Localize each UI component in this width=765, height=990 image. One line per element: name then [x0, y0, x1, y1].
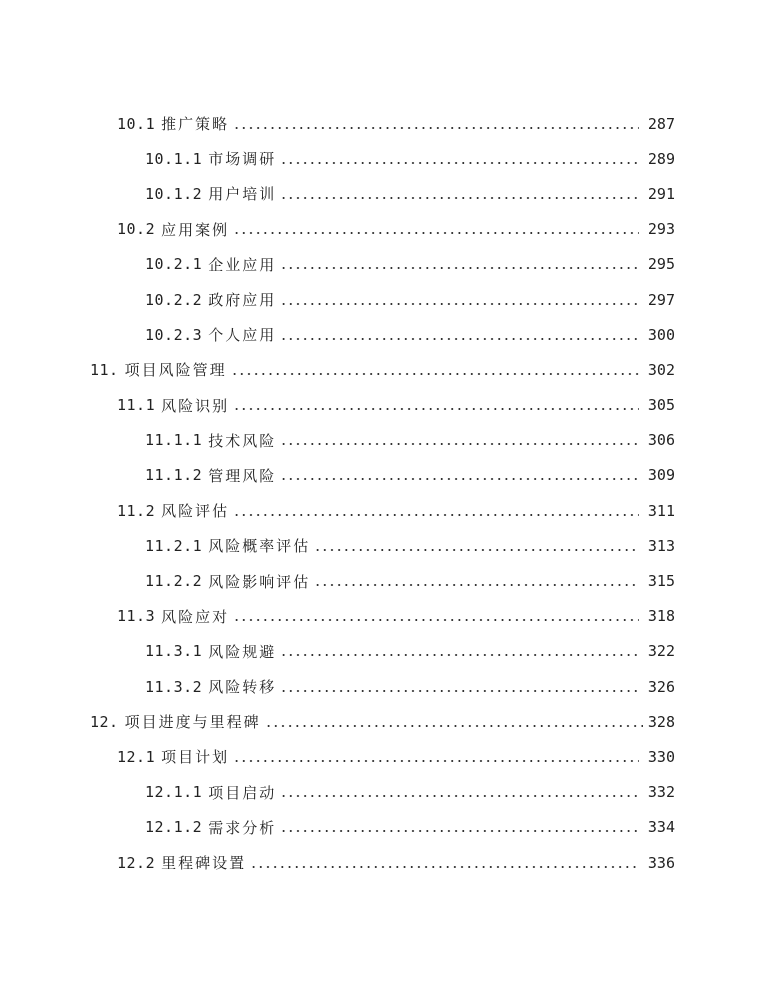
- toc-dot-leader: [280, 690, 639, 692]
- toc-entry-title: 风险规避: [208, 642, 277, 661]
- toc-entry-title: 项目风险管理: [124, 361, 227, 380]
- toc-dot-leader: [280, 267, 639, 269]
- toc-entry-page-number: 326: [647, 677, 675, 696]
- toc-dot-leader: [233, 619, 639, 621]
- toc-entry-page-number: 293: [647, 220, 675, 239]
- toc-entry[interactable]: [0, 599, 765, 634]
- toc-entry-title: 政府应用: [208, 291, 277, 310]
- toc-entry-page-number: 289: [647, 149, 675, 168]
- toc-entry-number: 11.2: [117, 501, 156, 520]
- toc-entry-title: 风险转移: [208, 678, 277, 697]
- toc-entry-page-number: 330: [647, 747, 675, 766]
- toc-entry[interactable]: [0, 739, 765, 774]
- toc-entry-page-number: 287: [647, 114, 675, 133]
- toc-entry[interactable]: [0, 141, 765, 176]
- toc-entry-number: 12.1: [117, 747, 156, 766]
- toc-entry[interactable]: [0, 212, 765, 247]
- toc-entry-page-number: 315: [647, 572, 675, 591]
- toc-entry-number: 10.1.2: [145, 184, 203, 203]
- toc-entry-title: 风险评估: [161, 502, 230, 521]
- toc-entry-title: 项目进度与里程碑: [124, 713, 261, 732]
- toc-entry-number: 11.3.1: [145, 642, 203, 661]
- toc-dot-leader: [231, 373, 643, 375]
- toc-dot-leader: [280, 478, 639, 480]
- toc-entry-number: 10.2.1: [145, 255, 203, 274]
- toc-entry-title: 个人应用: [208, 326, 277, 345]
- toc-entry-title: 企业应用: [208, 255, 277, 274]
- toc-entry-page-number: 309: [647, 466, 675, 485]
- toc-entry-title: 风险影响评估: [208, 572, 311, 591]
- toc-entry[interactable]: [0, 528, 765, 563]
- toc-entry-title: 推广策略: [161, 115, 230, 134]
- toc-entry-number: 11.1: [117, 396, 156, 415]
- toc-entry-number: 10.1.1: [145, 149, 203, 168]
- toc-entry-title: 风险概率评估: [208, 537, 311, 556]
- toc-dot-leader: [280, 338, 639, 340]
- toc-dot-leader: [280, 795, 639, 797]
- toc-entry[interactable]: [0, 563, 765, 598]
- toc-entry[interactable]: [0, 106, 765, 141]
- toc-entry-title: 项目计划: [161, 748, 230, 767]
- toc-entry-page-number: 328: [647, 712, 675, 731]
- toc-dot-leader: [280, 443, 639, 445]
- toc-dot-leader: [233, 127, 639, 129]
- toc-entry[interactable]: [0, 282, 765, 317]
- table-of-contents: [0, 106, 765, 880]
- toc-entry-title: 用户培训: [208, 185, 277, 204]
- toc-entry-number: 11.2.2: [145, 572, 203, 591]
- toc-entry-number: 11.3: [117, 607, 156, 626]
- toc-dot-leader: [280, 654, 639, 656]
- toc-entry-title: 管理风险: [208, 466, 277, 485]
- toc-entry[interactable]: [0, 423, 765, 458]
- toc-entry-page-number: 302: [647, 360, 675, 379]
- toc-entry-page-number: 295: [647, 255, 675, 274]
- toc-entry-page-number: 332: [647, 783, 675, 802]
- toc-entry-number: 11.1.1: [145, 431, 203, 450]
- toc-entry-number: 10.2: [117, 220, 156, 239]
- toc-dot-leader: [280, 162, 639, 164]
- toc-entry[interactable]: [0, 388, 765, 423]
- toc-entry-page-number: 306: [647, 431, 675, 450]
- toc-entry-page-number: 297: [647, 290, 675, 309]
- toc-entry[interactable]: [0, 247, 765, 282]
- toc-entry-number: 11.3.2: [145, 677, 203, 696]
- toc-entry-number: 10.1: [117, 114, 156, 133]
- toc-entry-number: 12.2: [117, 853, 156, 872]
- toc-entry-title: 技术风险: [208, 431, 277, 450]
- toc-entry-title: 风险应对: [161, 607, 230, 626]
- toc-entry-number: 12.1.1: [145, 783, 203, 802]
- toc-dot-leader: [233, 408, 639, 410]
- toc-entry-page-number: 291: [647, 184, 675, 203]
- toc-entry-page-number: 318: [647, 607, 675, 626]
- toc-entry[interactable]: [0, 775, 765, 810]
- toc-entry-number: 11.2.1: [145, 536, 203, 555]
- toc-entry-page-number: 336: [647, 853, 675, 872]
- toc-entry-title: 项目启动: [208, 783, 277, 802]
- toc-dot-leader: [314, 584, 639, 586]
- toc-entry-page-number: 300: [647, 325, 675, 344]
- toc-dot-leader: [233, 232, 639, 234]
- toc-entry[interactable]: [0, 493, 765, 528]
- toc-entry[interactable]: [0, 176, 765, 211]
- toc-entry-title: 需求分析: [208, 818, 277, 837]
- toc-entry[interactable]: [0, 317, 765, 352]
- toc-dot-leader: [314, 549, 639, 551]
- toc-entry-page-number: 334: [647, 818, 675, 837]
- toc-entry-title: 风险识别: [161, 396, 230, 415]
- toc-entry[interactable]: [0, 634, 765, 669]
- toc-entry-title: 应用案例: [161, 220, 230, 239]
- toc-entry-title: 里程碑设置: [161, 854, 247, 873]
- toc-entry-number: 10.2.3: [145, 325, 203, 344]
- toc-entry-number: 11.1.2: [145, 466, 203, 485]
- toc-entry-page-number: 322: [647, 642, 675, 661]
- toc-entry[interactable]: [0, 669, 765, 704]
- toc-entry[interactable]: [0, 704, 765, 739]
- toc-entry-number: 12.: [90, 712, 119, 731]
- toc-dot-leader: [280, 830, 639, 832]
- toc-entry[interactable]: [0, 810, 765, 845]
- toc-entry-page-number: 313: [647, 536, 675, 555]
- toc-entry-page-number: 311: [647, 501, 675, 520]
- toc-dot-leader: [280, 303, 639, 305]
- toc-entry[interactable]: [0, 845, 765, 880]
- toc-dot-leader: [280, 197, 639, 199]
- toc-dot-leader: [265, 725, 643, 727]
- toc-entry[interactable]: [0, 352, 765, 387]
- toc-entry[interactable]: [0, 458, 765, 493]
- toc-entry-number: 12.1.2: [145, 818, 203, 837]
- toc-dot-leader: [250, 866, 639, 868]
- toc-entry-number: 10.2.2: [145, 290, 203, 309]
- toc-dot-leader: [233, 760, 639, 762]
- toc-entry-number: 11.: [90, 360, 119, 379]
- toc-dot-leader: [233, 514, 639, 516]
- toc-entry-title: 市场调研: [208, 150, 277, 169]
- toc-entry-page-number: 305: [647, 396, 675, 415]
